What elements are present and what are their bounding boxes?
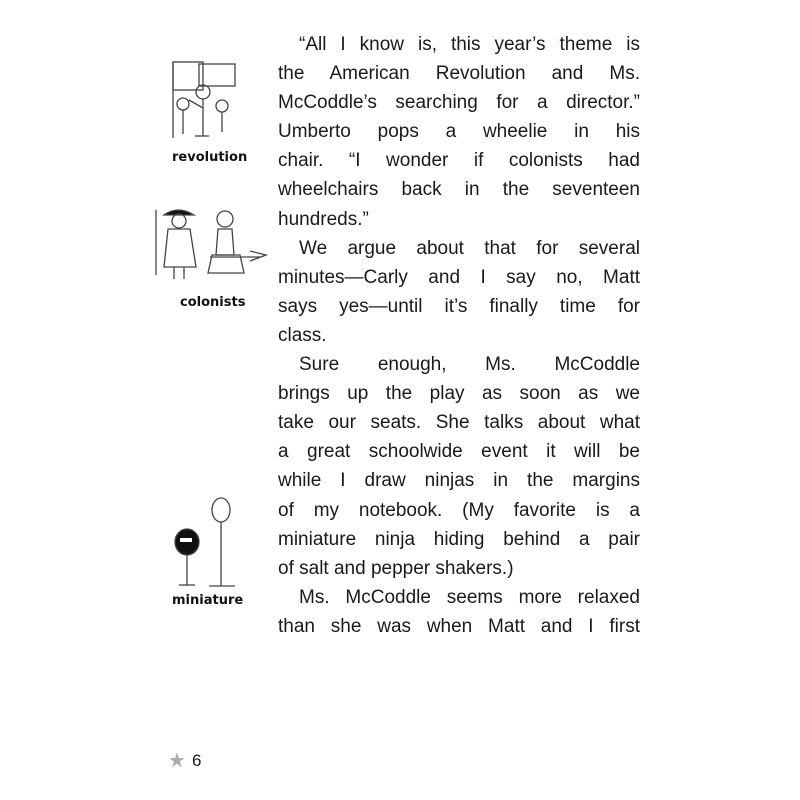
illustration-caption: revolution	[172, 150, 248, 165]
text-line: Umberto pops a wheelie in his	[278, 121, 640, 143]
text-line: Sure enough, Ms. McCoddle	[299, 354, 640, 376]
text-line: while I draw ninjas in the margins	[278, 470, 640, 492]
text-line: chair. “I wonder if colonists had	[278, 150, 640, 172]
ninja-figures-icon	[165, 490, 245, 590]
text-line: the American Revolution and Ms.	[278, 63, 640, 85]
text-line: brings up the play as soon as we	[278, 383, 640, 405]
revolution-figures-icon	[165, 60, 245, 140]
text-line: miniature ninja hiding behind a pair	[278, 528, 640, 550]
text-line: wheelchairs back in the seventeen	[278, 179, 640, 201]
text-line: Ms. McCoddle seems more relaxed	[299, 586, 640, 608]
text-line: says yes—until it’s finally time for	[278, 295, 640, 317]
text-line: class.	[278, 324, 327, 346]
text-line: “All I know is, this year’s theme is	[299, 34, 640, 55]
text-line: than she was when Matt and I first	[278, 615, 640, 637]
text-line: a great schoolwide event it will be	[278, 441, 640, 463]
text-line: minutes—Carly and I say no, Matt	[278, 266, 640, 288]
text-line: of my notebook. (My favorite is a	[278, 499, 640, 521]
text-line: of salt and pepper shakers.)	[278, 557, 514, 579]
body-text	[278, 30, 640, 641]
text-line: We argue about that for several	[299, 237, 640, 259]
colonists-figures-icon	[150, 205, 270, 285]
star-icon: ★	[168, 750, 186, 772]
text-line: hundreds.”	[278, 208, 369, 230]
text-line: take our seats. She talks about what	[278, 412, 640, 434]
illustration-caption: miniature	[172, 593, 244, 608]
page-footer	[168, 748, 201, 773]
page-number: 6	[191, 750, 202, 770]
illustration-caption: colonists	[180, 295, 246, 310]
text-line: McCoddle’s searching for a director.”	[278, 92, 640, 114]
